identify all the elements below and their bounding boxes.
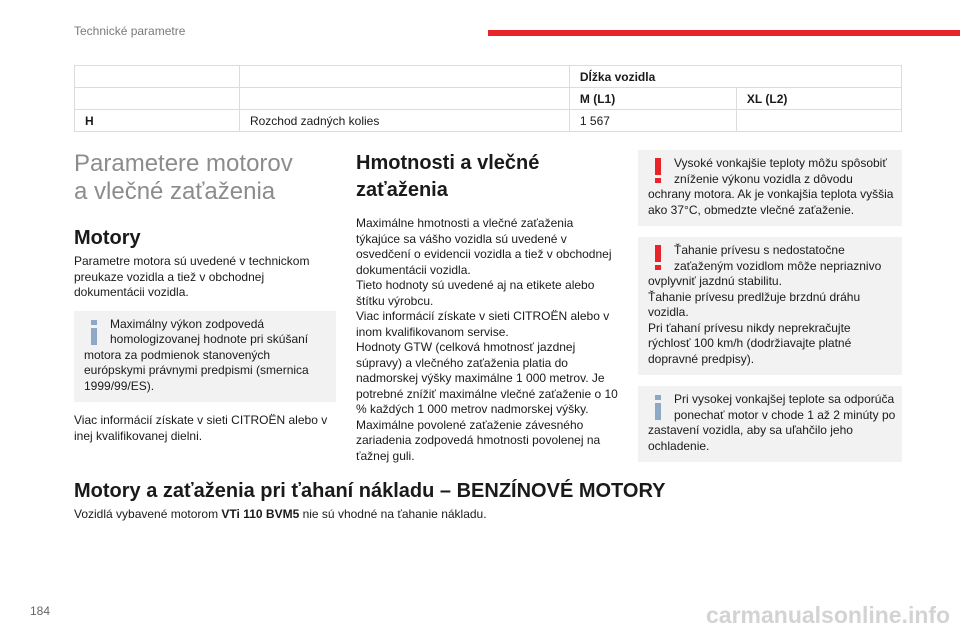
variant-xl-header: XL (L2) <box>736 88 901 110</box>
page-number: 184 <box>30 604 51 618</box>
running-header: Technické parametre <box>74 24 186 38</box>
spec-table <box>74 65 902 132</box>
variant-m-header: M (L1) <box>569 88 736 110</box>
motors-text: Parametre motora sú uvedené v technickom preukaze vozidla a tiež v obchodnej dokumentácii vozidla. <box>74 254 310 299</box>
info-icon <box>648 392 672 422</box>
info-box <box>74 311 336 403</box>
header-accent-bar <box>488 30 960 36</box>
warning-text: Ťahanie prívesu predlžuje brzdnú dráhu vozidla. <box>648 289 861 319</box>
section-note: Vozidlá vybavené motorom VTi 110 BVM5 nie sú vhodné na ťahanie nákladu. <box>74 507 487 521</box>
warning-text: Vysoké vonkajšie teploty môžu spôsobiť zníženie výkonu vozidla z dôvodu ochrany motora. Ak je vonkajšia teplota vyššia ako 37°C, obmedzte vlečné zaťaženie. <box>648 156 894 217</box>
weights-text-5: Maximálne povolené zaťaženie závesného zariadenia zodpovedá hmotnosti povolenej na ťažnej guli. <box>356 417 601 463</box>
vehicle-length-header: Dĺžka vozidla <box>569 66 901 88</box>
row-code: H <box>75 110 240 132</box>
column-notices <box>638 150 902 462</box>
weights-text-4: Hodnoty GTW (celková hmotnosť jazdnej súpravy) a vlečného zaťaženia platia do nadmorskej výšky maximálne 1 000 metrov. Je potrebné znížiť maximálne vlečné zaťaženie o 10 % každých 1 000 metrov nadmorskej výšky. <box>356 340 618 416</box>
table-row <box>75 110 902 132</box>
weights-text-1: Maximálne hmotnosti a vlečné zaťaženia týkajúce sa vášho vozidla sú uvedené v osvedčení o evidencii vozidla a tiež v obchodnej dokumentácii vozidla. <box>356 216 612 277</box>
row-value-m: 1 567 <box>569 110 736 132</box>
weights-heading: Hmotnosti a vlečné zaťaženia <box>356 152 540 201</box>
chapter-title: Parametere motorov a vlečné zaťaženia <box>74 150 293 205</box>
weights-text-2: Tieto hodnoty sú uvedené aj na etikete alebo štítku výrobcu. <box>356 278 595 308</box>
column-engine-params <box>74 150 336 444</box>
motors-heading: Motory <box>74 227 141 249</box>
watermark: carmanualsonline.info <box>706 602 951 628</box>
warning-text: Pri ťahaní prívesu nikdy neprekračujte rýchlosť 100 km/h (dodržiavajte platné dopravné predpisy). <box>648 320 852 366</box>
engine-name: VTi 110 BVM5 <box>221 507 300 521</box>
row-label: Rozchod zadných kolies <box>239 110 569 132</box>
warning-box-trailer <box>638 237 902 375</box>
warning-icon <box>648 156 672 186</box>
info-icon <box>84 317 108 347</box>
warning-icon <box>648 243 672 273</box>
table-row <box>75 66 902 88</box>
column-weights <box>356 150 618 464</box>
dealer-note: Viac informácií získate v sieti CITROËN alebo v inej kvalifikovanej dielni. <box>74 413 328 443</box>
info-box-text: Maximálny výkon zodpovedá homologizovanej hodnote pri skúšaní motora za podmienok stanovených európskymi právnymi predpismi (smernica 1999/99/ES). <box>84 316 309 393</box>
warning-box-temperature <box>638 150 902 226</box>
info-box-cooling <box>638 386 902 462</box>
row-value-xl <box>736 110 901 132</box>
warning-text: Ťahanie prívesu s nedostatočne zaťaženým vozidlom môže nepriaznivo ovplyvniť jazdnú stabilitu. <box>648 243 882 288</box>
section-heading: Motory a zaťaženia pri ťahaní nákladu – BENZÍNOVÉ MOTORY <box>74 480 666 502</box>
info-text: Pri vysokej vonkajšej teplote sa odporúča ponechať motor v chode 1 až 2 minúty po zastavení vozidla, aby sa uľahčilo jeho ochladenie. <box>648 392 896 453</box>
table-row <box>75 88 902 110</box>
weights-text-3: Viac informácií získate v sieti CITROËN alebo v inom kvalifikovanom servise. <box>356 309 610 339</box>
